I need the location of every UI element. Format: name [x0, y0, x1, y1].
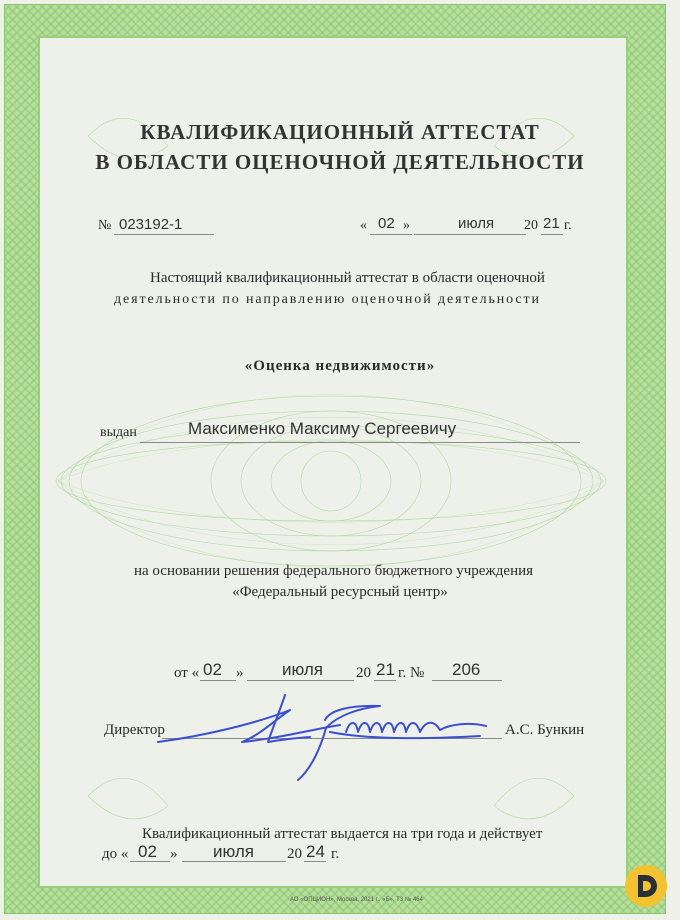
decision-from-label: от «	[174, 665, 200, 681]
title-line-2: В ОБЛАСТИ ОЦЕНОЧНОЙ ДЕЯТЕЛЬНОСТИ	[95, 150, 585, 174]
decision-year: 21	[376, 660, 395, 679]
number-underline	[114, 234, 214, 235]
validity-day: 02	[138, 842, 157, 861]
date-month: июля	[458, 215, 495, 232]
validity-until-label: до «	[102, 846, 129, 862]
issued-underline	[140, 442, 580, 443]
intro-line-1: Настоящий квалификационный аттестат в области оценочной	[150, 270, 545, 286]
director-name: А.С. Бункин	[505, 722, 585, 738]
decision-year-prefix: 20	[356, 665, 371, 681]
title-line-1: КВАЛИФИКАЦИОННЫЙ АТТЕСТАТ	[140, 120, 540, 144]
validity-year: 24	[306, 842, 325, 861]
decision-day: 02	[203, 660, 222, 679]
date-day-underline	[370, 234, 412, 235]
issued-label: выдан	[100, 425, 137, 440]
decision-number-label: г. №	[398, 665, 425, 681]
date-day: 02	[378, 215, 395, 232]
date-month-underline	[414, 234, 526, 235]
recipient-name: Максименко Максиму Сергеевичу	[188, 419, 457, 438]
decision-month: июля	[282, 660, 323, 679]
date-year: 21	[543, 215, 560, 232]
date-year-suffix: г.	[564, 218, 572, 233]
date-close-quote: »	[403, 218, 410, 233]
date-open-quote: «	[360, 218, 367, 233]
director-label: Директор	[104, 722, 165, 738]
validity-month: июля	[213, 842, 254, 861]
printer-imprint: АО «ОПЦИОН», Москва, 2021 г., «Б». Т3 № 464	[290, 897, 423, 903]
date-year-underline	[541, 234, 563, 235]
direction-name: «Оценка недвижимости»	[244, 358, 436, 374]
validity-line-1: Квалификационный аттестат выдается на три года и действует	[142, 826, 543, 842]
decision-number: 206	[452, 660, 481, 679]
validity-close-quote: »	[170, 846, 178, 862]
decision-close-quote: »	[236, 665, 244, 681]
validity-year-prefix: 20	[287, 846, 302, 862]
validity-year-suffix: г.	[331, 846, 340, 862]
basis-line-2: «Федеральный ресурсный центр»	[232, 584, 448, 600]
logo-badge-icon	[624, 864, 668, 908]
signature-scribble	[150, 680, 510, 790]
intro-line-2: деятельности по направлению оценочной деятельности	[114, 292, 541, 307]
certificate-number: 023192-1	[119, 216, 183, 233]
basis-line-1: на основании решения федерального бюджетного учреждения	[134, 563, 534, 579]
date-year-prefix: 20	[524, 218, 538, 233]
number-label: №	[98, 218, 112, 233]
